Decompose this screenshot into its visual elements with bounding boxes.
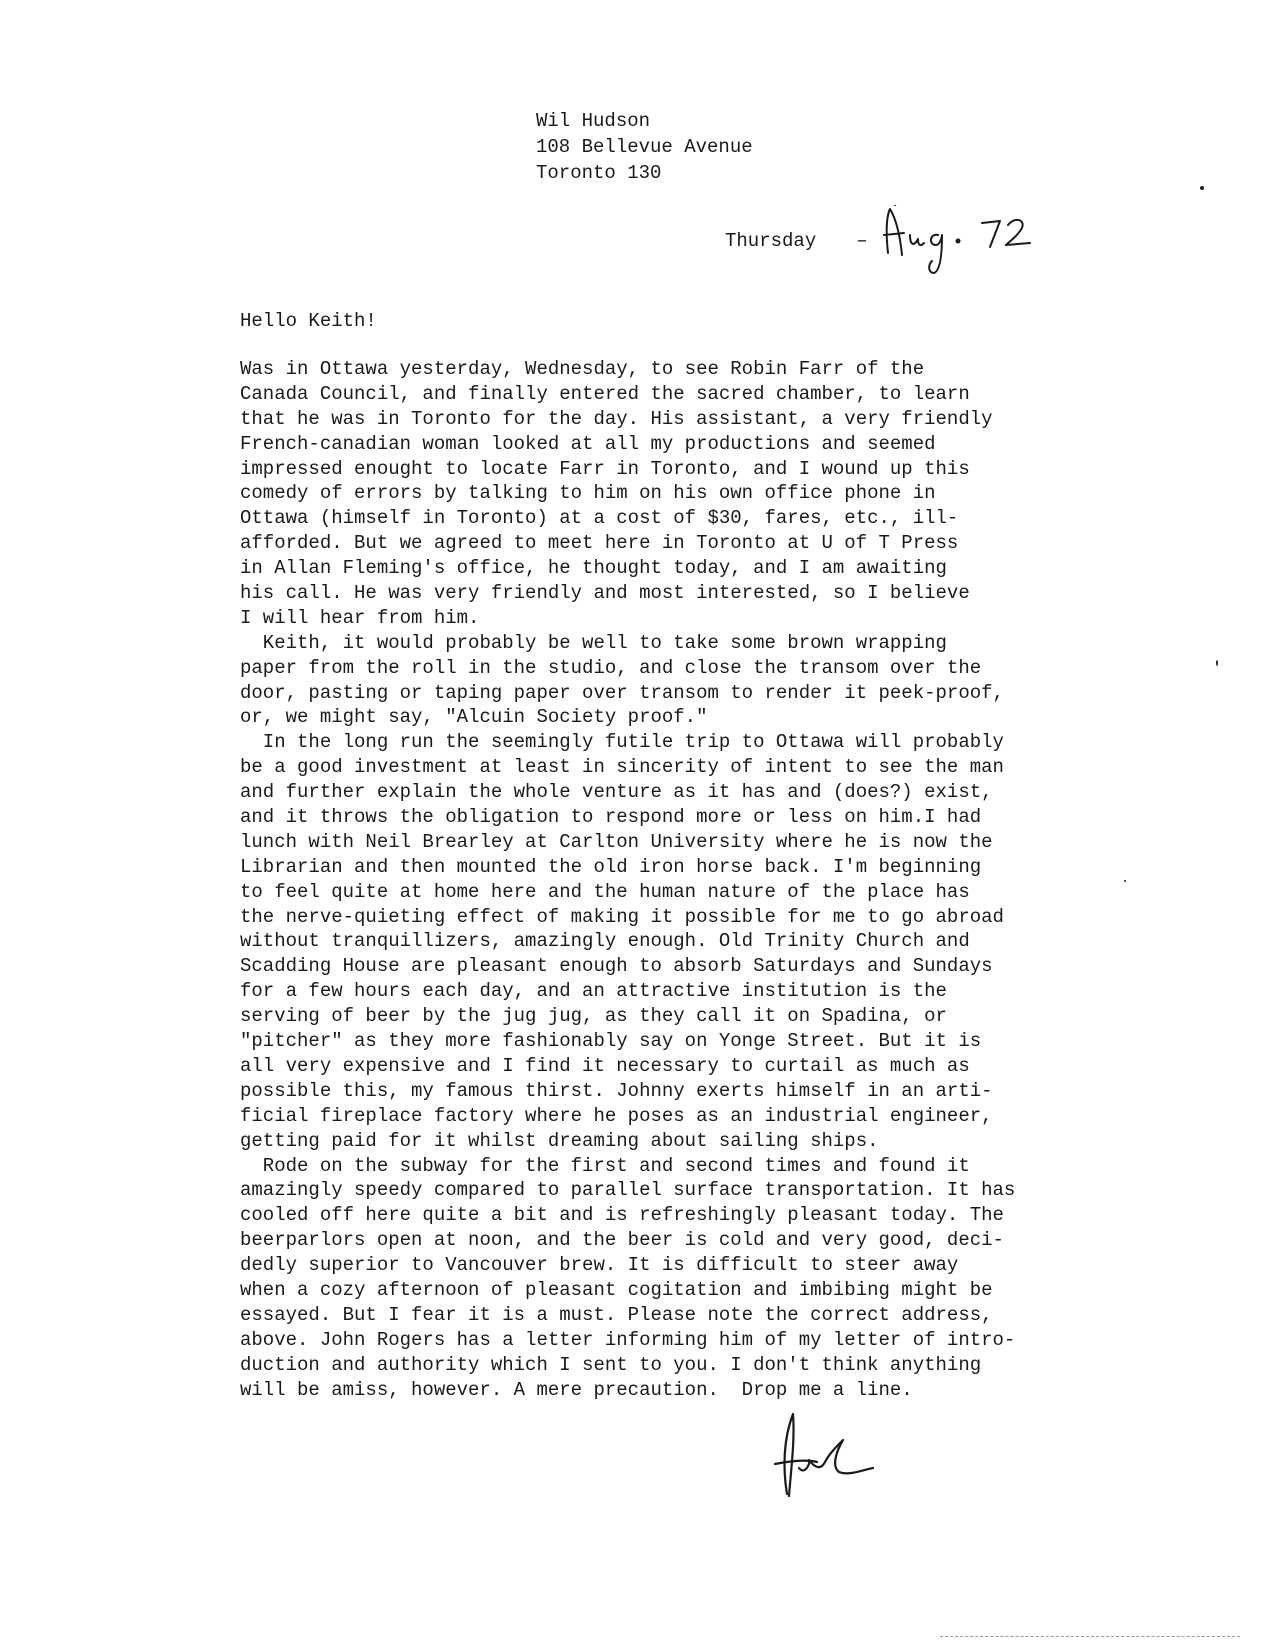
sender-street: 108 Bellevue Avenue [536,136,753,158]
body-line: ficial fireplace factory where he poses as an industrial engineer, [240,1104,993,1127]
body-line: getting paid for it whilst dreaming about sailing ships. [240,1129,879,1152]
body-line: be a good investment at least in sincerity of intent to see the man [240,756,1004,779]
body-line: I will hear from him. [240,606,480,629]
footer-rule [940,1636,1240,1637]
body-line: Rode on the subway for the first and second times and found it [240,1154,970,1177]
sender-address [536,108,753,186]
body-line: dedly superior to Vancouver brew. It is difficult to steer away [240,1254,959,1277]
body-line: Was in Ottawa yesterday, Wednesday, to see Robin Farr of the [240,358,925,380]
dateline [725,230,868,252]
body-line: "pitcher" as they more fashionably say on Yonge Street. But it is [240,1030,982,1053]
body-line: lunch with Neil Brearley at Carlton University where he is now the [240,830,993,853]
body-line: all very expensive and I find it necessary to curtail as much as [240,1054,970,1077]
greeting: Hello Keith! [240,310,377,332]
body-line: without tranquillizers, amazingly enough. Old Trinity Church and [240,930,970,953]
body-line: door, pasting or taping paper over transom to render it peek-proof, [240,681,1004,704]
sender-city: Toronto 130 [536,162,662,184]
weekday: Thursday [725,230,817,252]
body-line: Canada Council, and finally entered the sacred chamber, to learn [240,382,970,405]
body-line: beerparlors open at noon, and the beer is cold and very good, deci- [240,1229,1004,1252]
body-line: cooled off here quite a bit and is refreshingly pleasant today. The [240,1204,1004,1227]
body-line: afforded. But we agreed to meet here in Toronto at U of T Press [240,532,959,555]
body-line: duction and authority which I sent to you. I don't think anything [240,1353,982,1376]
body-line: in Allan Fleming's office, he thought today, and I am awaiting [240,557,947,580]
signature [765,1410,885,1500]
body-line: to feel quite at home here and the human nature of the place has [240,880,970,903]
body-line: Keith, it would probably be well to take some brown wrapping [240,631,947,654]
body-line: that he was in Toronto for the day. His assistant, a very friendly [240,407,993,430]
body-line: serving of beer by the jug jug, as they call it on Spadina, or [240,1005,947,1028]
body-line: for a few hours each day, and an attractive institution is the [240,980,947,1003]
body-line: paper from the roll in the studio, and close the transom over the [240,656,982,679]
body-line: or, we might say, "Alcuin Society proof." [240,706,708,729]
body-line: Scadding House are pleasant enough to absorb Saturdays and Sundays [240,955,993,978]
body-line: and further explain the whole venture as it has and (does?) exist, [240,781,993,804]
body-line: comedy of errors by talking to him on his own office phone in [240,482,936,505]
body-line: In the long run the seemingly futile trip to Ottawa will probably [240,731,1004,754]
body-line: his call. He was very friendly and most interested, so I believe [240,582,970,605]
sender-name: Wil Hudson [536,110,651,132]
body-line: the nerve-quieting effect of making it possible for me to go abroad [240,905,1004,928]
body-line: possible this, my famous thirst. Johnny exerts himself in an arti- [240,1079,993,1102]
body-line: when a cozy afternoon of pleasant cogitation and imbibing might be [240,1278,993,1301]
body-line: Librarian and then mounted the old iron horse back. I'm beginning [240,855,982,878]
handwritten-date [860,205,1090,295]
speck-mark [1200,186,1204,190]
speck-mark [1124,880,1126,882]
body-line: essayed. But I fear it is a must. Please note the correct address, [240,1303,993,1326]
date-dash: – [856,230,868,252]
speck-mark [1216,660,1218,666]
body-line: and it throws the obligation to respond more or less on him.I had [240,806,982,829]
body-line: impressed enought to locate Farr in Toronto, and I wound up this [240,457,970,480]
body-line: amazingly speedy compared to parallel surface transportation. It has [240,1179,1016,1202]
body-line: above. John Rogers has a letter informing him of my letter of intro- [240,1328,1016,1351]
letter-body [240,357,1100,1402]
body-line: French-canadian woman looked at all my productions and seemed [240,432,936,455]
body-line: Ottawa (himself in Toronto) at a cost of $30, fares, etc., ill- [240,507,959,530]
body-line: will be amiss, however. A mere precaution. Drop me a line. [240,1378,913,1401]
